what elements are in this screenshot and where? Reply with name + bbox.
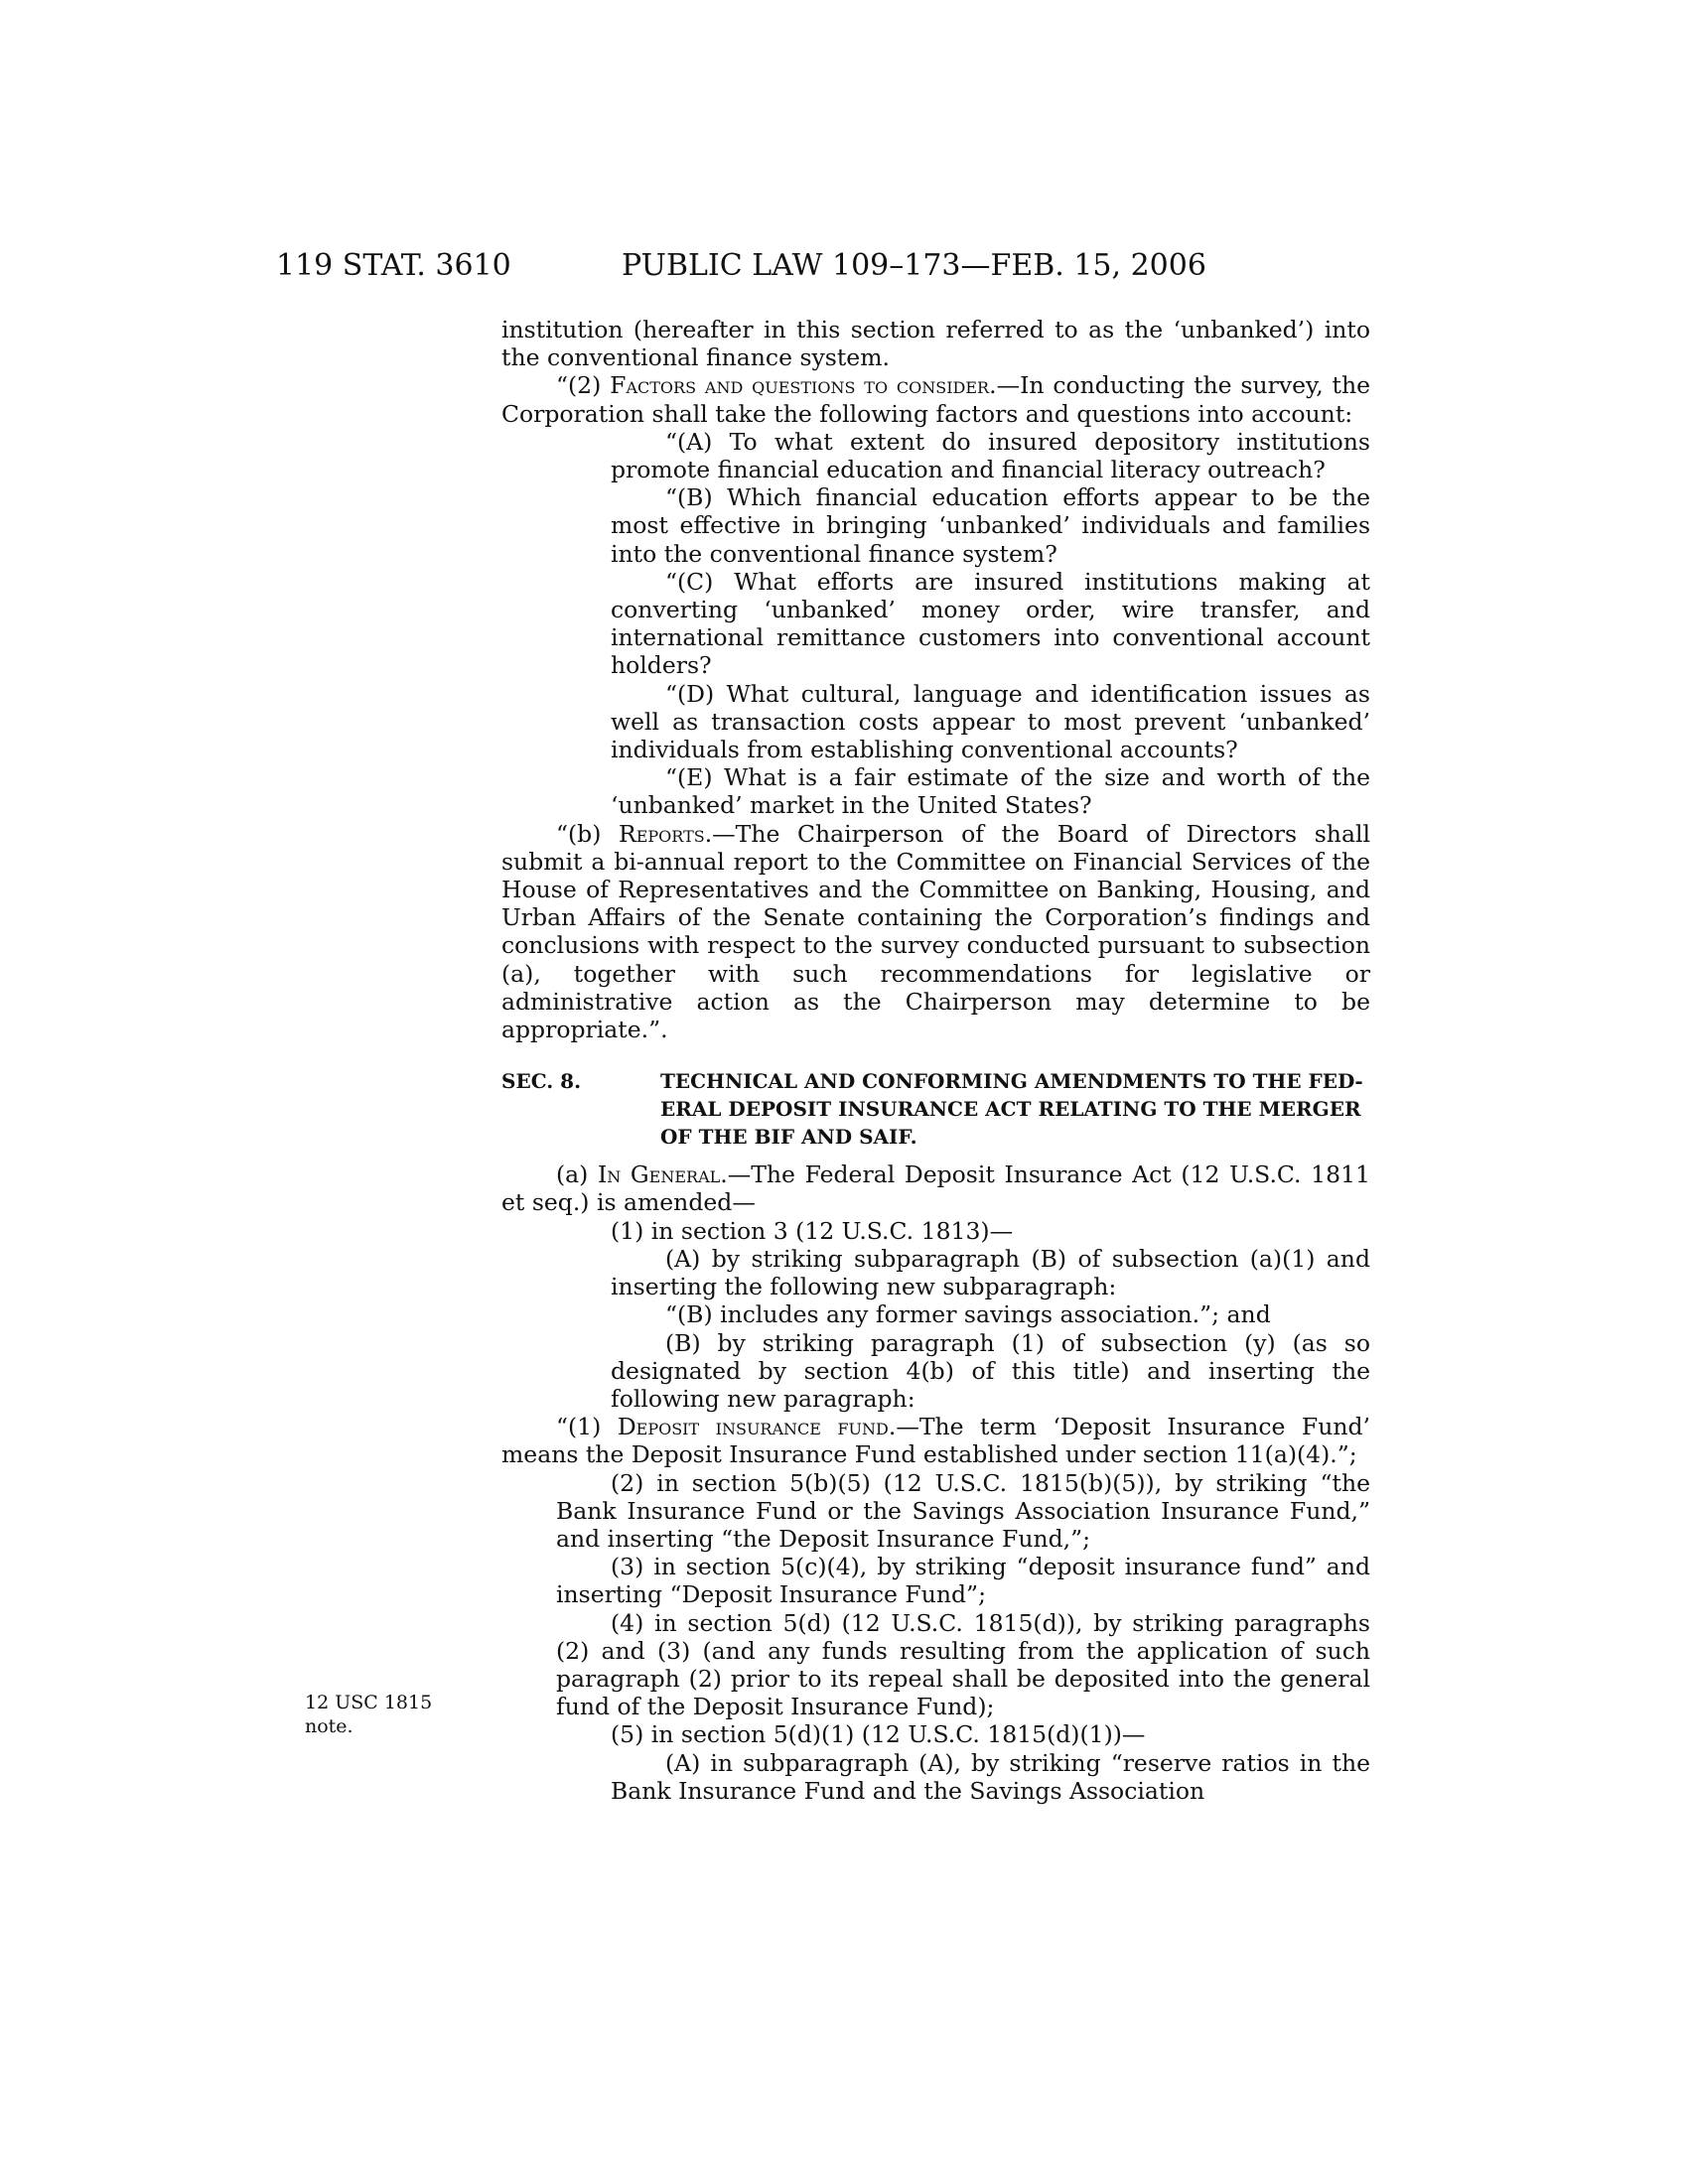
section-heading [501,1067,1370,1151]
margin-note [305,1691,464,1738]
margin-note-label: note. [305,1715,353,1737]
paragraph-prefix: “(2) [556,371,611,400]
paragraph-heading: Reports. [619,819,713,848]
question-d: “(D) What cultural, language and identification issues as well as transaction costs appear to most prevent ‘unbanked’ individuals from establishing conventional accounts? [611,679,1370,764]
amendment-1b: (B) by striking paragraph (1) of subsection (y) (as so designated by section 4(b) of this title) and inserting the following new paragraph: [611,1328,1370,1413]
amendment-2: (2) in section 5(b)(5) (12 U.S.C. 1815(b)(5)), by striking “the Bank Insurance Fund or the Savings Association Insurance Fund,” and inserting “the Deposit Insurance Fund,”; [556,1468,1370,1553]
amendment-4: (4) in section 5(d) (12 U.S.C. 1815(d)), by striking paragraphs (2) and (3) (and any funds resulting from the application of such paragraph (2) prior to its repeal shall be deposited into the general fund of the Deposit Insurance Fund); [556,1608,1370,1721]
amendment-5: (5) in section 5(d)(1) (12 U.S.C. 1815(d)(1))— [611,1720,1146,1749]
statute-page-number: 119 STAT. 3610 [276,248,511,283]
amendment-1: (1) in section 3 (12 U.S.C. 1813)— [611,1216,1014,1245]
paragraph-prefix: “(1) [556,1413,618,1441]
public-law-title: PUBLIC LAW 109–173—FEB. 15, 2006 [622,248,1206,283]
question-b: “(B) Which financial education efforts appear to be the most effective in bringing ‘unbanked’ individuals and families into the conventional finance system? [611,483,1370,568]
paragraph-reports [501,820,1370,1044]
paragraph-in-general [501,1160,1370,1216]
paragraph-heading: Deposit insurance fund. [617,1413,897,1441]
paragraph-text: —The Federal Deposit Insurance Act (12 U.S.C. 1811 et seq.) is amended— [501,1160,1370,1217]
margin-note-citation: 12 USC 1815 [305,1692,433,1713]
question-e: “(E) What is a fair estimate of the size and worth of the ‘unbanked’ market in the United States? [611,763,1370,820]
question-c: “(C) What efforts are insured institutions making at converting ‘unbanked’ money order, wire transfer, and international remittance customers into conventional account holders? [611,567,1370,680]
definition-deposit-insurance-fund [501,1413,1370,1468]
section-number: SEC. 8. [501,1069,582,1094]
paragraph-text: —The term ‘Deposit Insurance Fund’ means the Deposit Insurance Fund established under section 11(a)(4).”; [501,1413,1370,1469]
amendment-1a: (A) by striking subparagraph (B) of subsection (a)(1) and inserting the following new subparagraph: [611,1244,1370,1301]
paragraph-prefix: (a) [556,1160,598,1189]
paragraph-unbanked-definition: institution (hereafter in this section referred to as the ‘unbanked’) into the conventional finance system. [501,316,1370,372]
section-title: TECHNICAL AND CONFORMING AMENDMENTS TO THE FEDERAL DEPOSIT INSURANCE ACT RELATING TO THE MERGER OF THE BIF AND SAIF. [660,1069,1363,1150]
paragraph-heading: In General. [597,1160,728,1189]
paragraph-text: —The Chairperson of the Board of Directors shall submit a bi-annual report to the Committee on Financial Services of the House of Representatives and the Committee on Banking, Housing, and Urban Affairs of the Senate containing the Corporation’s findings and conclusions with respect to the survey conducted pursuant to subsection (a), together with such recommendations for legislative or administrative action as the Chairperson may determine to be appropriate.”. [501,819,1370,1044]
page-header [276,248,1368,288]
paragraph-heading: Factors and questions to consider. [610,371,997,400]
amendment-1a-quote: “(B) includes any former savings association.”; and [665,1300,1271,1329]
statute-text [501,316,1370,1805]
question-a: “(A) To what extent do insured depository institutions promote financial education and financial literacy outreach? [611,427,1370,484]
paragraph-factors [501,371,1370,427]
paragraph-text: —In conducting the survey, the Corporation shall take the following factors and questions into account: [501,371,1370,428]
paragraph-prefix: “(b) [556,819,620,848]
amendment-3: (3) in section 5(c)(4), by striking “deposit insurance fund” and inserting “Deposit Insurance Fund”; [556,1553,1370,1609]
amendment-5a: (A) in subparagraph (A), by striking “reserve ratios in the Bank Insurance Fund and the Savings Association [611,1748,1370,1805]
